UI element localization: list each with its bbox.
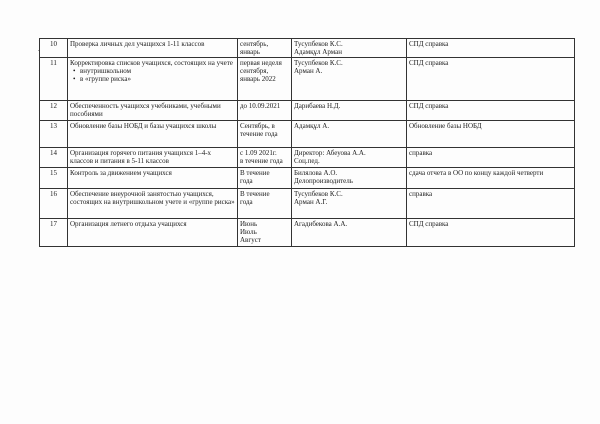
responsible-cell: Директор: Абеуова А.А. Соц.пед. [292,148,407,168]
row-number: 12 [40,101,68,121]
activity-cell: Обеспеченность учащихся учебниками, учебными пособиями [68,101,238,121]
date-cell: В течение года [238,189,292,219]
row-number: 16 [40,189,68,219]
row-number: 14 [40,148,68,168]
activity-cell: Организация горячего питания учащихся 1–4-х классов и питания в 5-11 классов [68,148,238,168]
row-number: 10 [40,39,68,58]
form-cell: Обновление базы НОБД [407,121,575,148]
form-cell: СПД справка [407,101,575,121]
table-row [40,148,575,168]
date-cell: первая неделя сентября, январь 2022 [238,58,292,101]
list-item: • в «группе риска» [73,75,131,83]
responsible-cell: Тусупбеков К.С. Арман А.Г. [292,189,407,219]
table-row [40,101,575,121]
form-cell: сдача отчета в ОО по концу каждой четверти [407,168,575,189]
table-row [40,219,575,247]
form-cell: справка [407,148,575,168]
responsible-cell: Билялова А.О. Делопроизводитель [292,168,407,189]
form-cell: справка [407,189,575,219]
date-cell: сентябрь, январь [238,39,292,58]
responsible-cell: Дарибаева Н.Д. [292,101,407,121]
date-cell: с 1.09 2021г. в течение года [238,148,292,168]
responsible-cell: Тусупбеков К.С. Арман А. [292,58,407,101]
table-row [40,121,575,148]
plan-table [39,38,575,247]
row-number: 11 [40,58,68,101]
activity-cell: Обновление базы НОБД и базы учащихся школы [68,121,238,148]
date-cell: Сентябрь, в течение года [238,121,292,148]
row-number: 13 [40,121,68,148]
activity-cell: Проверка личных дел учащихся 1-11 классов [68,39,238,58]
table-row [40,189,575,219]
activity-cell: Контроль за движением учащихся [68,168,238,189]
responsible-cell: Тусупбеков К.С. Адамқұл Арман [292,39,407,58]
table-row [40,168,575,189]
table-row [40,39,575,58]
row-number: 15 [40,168,68,189]
form-cell: СПД справка [407,39,575,58]
list-item: • внутришкольном [73,67,132,75]
activity-cell: Корректировка списков учащихся, состоящих на учете • внутришкольном • в «группе риска» [68,58,238,101]
table-row [40,58,575,101]
form-cell: СПД справка [407,58,575,101]
activity-cell: Организация летнего отдыха учащихся [68,219,238,247]
form-cell: СПД справка [407,219,575,247]
date-cell: Июнь Июль Август [238,219,292,247]
responsible-cell: Агадибекова А.А. [292,219,407,247]
margin-dot: . [38,45,40,53]
row-number: 17 [40,219,68,247]
responsible-cell: Адамқұл А. [292,121,407,148]
activity-cell: Обеспечение внеурочной занятостью учащихся, состоящих на внутришкольном учете и «группе риска» [68,189,238,219]
date-cell: В течение года [238,168,292,189]
date-cell: до 10.09.2021 [238,101,292,121]
